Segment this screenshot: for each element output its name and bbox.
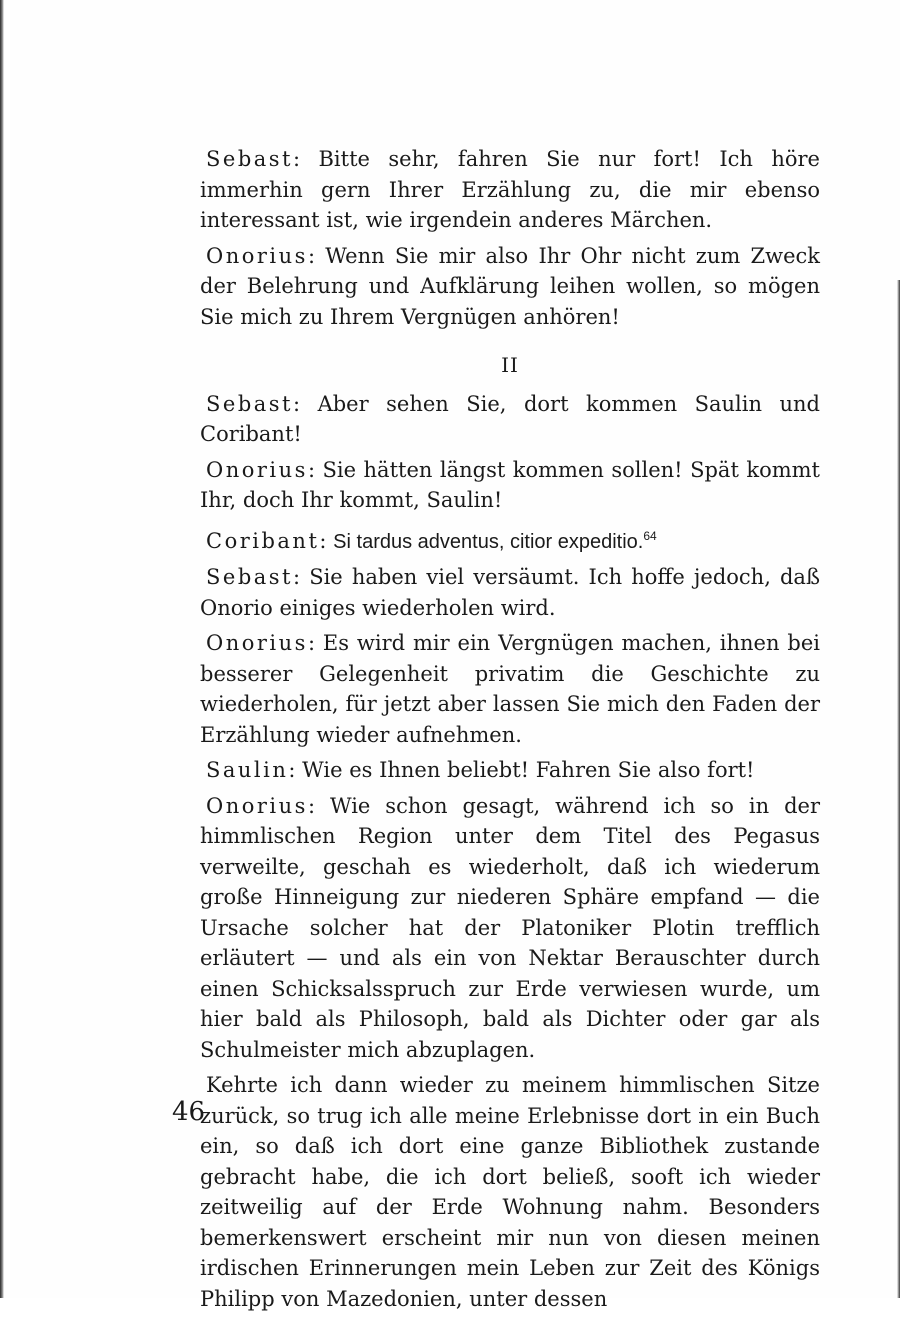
section-heading: II xyxy=(501,353,519,377)
speaker-name: Saulin xyxy=(206,758,289,782)
speaker-name: Onorius xyxy=(206,793,308,818)
page-text xyxy=(200,144,820,1319)
speaker-colon: : xyxy=(293,565,301,589)
speaker-colon: : xyxy=(293,391,301,416)
dialogue-text: Sie hätten längst kommen sollen! Spät kommt Ihr, doch Ihr kommt, Saulin! xyxy=(200,457,820,512)
speaker-colon: : xyxy=(307,793,316,818)
speaker-colon: : xyxy=(307,457,316,482)
speaker-name: Onorius xyxy=(206,457,308,482)
speaker-colon: : xyxy=(288,758,296,782)
speaker-name: Coribant xyxy=(206,528,320,553)
dialogue-text: Es wird mir ein Vergnügen machen, ihnen bei besserer Gelegenheit privatim die Geschichte zu wiederholen, für jetzt aber lassen Sie mich den Faden der Erzählung wieder aufnehmen. xyxy=(200,631,820,747)
latin-quote: Si tardus adventus, citior expeditio. xyxy=(333,530,644,553)
dialogue-paragraph xyxy=(200,241,820,333)
dialogue-text: Aber sehen Sie, dort kommen Saulin und Coribant! xyxy=(200,391,820,446)
footnote-marker[interactable]: 64 xyxy=(643,528,657,543)
dialogue-paragraph xyxy=(200,628,820,750)
dialogue-text: Wenn Sie mir also Ihr Ohr nicht zum Zweck der Belehrung und Aufklärung leihen wollen, so mögen Sie mich zu Ihrem Vergnügen anhören! xyxy=(200,243,820,329)
speaker-name: Onorius xyxy=(206,631,308,655)
speaker-colon: : xyxy=(307,631,316,655)
speaker-colon: : xyxy=(319,528,327,553)
dialogue-paragraph xyxy=(200,521,820,558)
speaker-name: Sebast xyxy=(206,565,293,589)
speaker-name: Onorius xyxy=(206,243,308,268)
dialogue-paragraph xyxy=(200,455,820,516)
dialogue-paragraph xyxy=(200,389,820,450)
dialogue-text: Wie schon gesagt, während ich so in der himmlischen Region unter dem Titel des Pegasus verweilte, geschah es wiederholt, daß ich wiederum große Hinneigung zur niederen Sphäre empfand — die Ursache solcher hat der Platoniker Plotin trefflich erläutert — und als ein von Nektar Berauschter durch einen Schicksalsspruch zur Erde verwiesen wurde, um hier bald als Philosoph, bald als Dichter oder gar als Schulmeister mich abzuplagen. xyxy=(200,793,820,1062)
dialogue-paragraph xyxy=(200,562,820,623)
dialogue-text: Bitte sehr, fahren Sie nur fort! Ich höre immerhin gern Ihrer Erzählung zu, die mir ebenso interessant ist, wie irgendein anderes Märchen. xyxy=(200,147,820,232)
dialogue-paragraph xyxy=(200,791,820,1066)
speaker-colon: : xyxy=(307,243,316,268)
page-left-edge xyxy=(0,0,4,1298)
speaker-name: Sebast xyxy=(206,147,293,171)
narrative-paragraph: Kehrte ich dann wieder zu meinem himmlischen Sitze zurück, so trug ich alle meine Erlebnisse dort in ein Buch ein, so daß ich dort eine ganze Bibliothek zustande gebracht habe, die ich dort beließ, sooft ich wieder zeitweilig auf der Erde Wohnung nahm. Besonders bemerkenswert erscheint mir nun von diesen meinen irdischen Erinnerungen mein Leben zur Zeit des Königs Philipp von Mazedonien, unter dessen xyxy=(200,1073,820,1311)
speaker-colon: : xyxy=(293,147,301,171)
dialogue-paragraph xyxy=(200,144,820,236)
dialogue-paragraph xyxy=(200,755,820,786)
page-number: 46 xyxy=(172,1097,206,1127)
speaker-name: Sebast xyxy=(206,391,293,416)
dialogue-text: Sie haben viel versäumt. Ich hoffe jedoch, daß Onorio einiges wiederholen wird. xyxy=(200,565,820,620)
dialogue-text: Wie es Ihnen beliebt! Fahren Sie also fort! xyxy=(302,758,755,782)
